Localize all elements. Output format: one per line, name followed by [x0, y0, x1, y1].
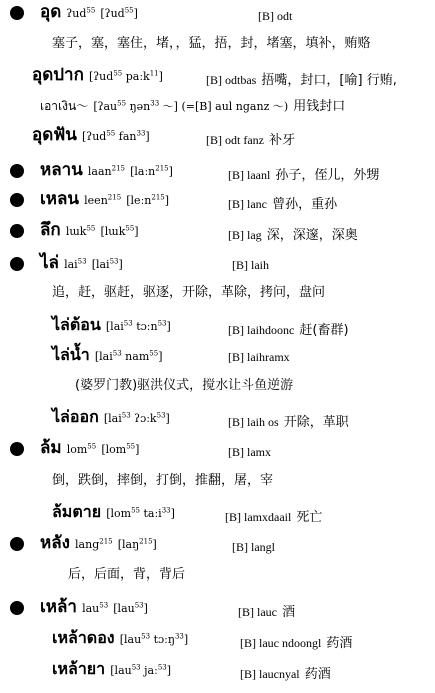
subentry — [52, 317, 171, 333]
headword-thai: อุด — [40, 2, 62, 22]
subentry-tail — [206, 131, 295, 147]
subentry-tail — [228, 321, 349, 337]
ipa: [lai$^{53}$ ʔɔːk$^{53}$] — [103, 411, 170, 425]
headword-entry — [40, 535, 157, 552]
meaning: 用钱封口 — [293, 99, 346, 114]
ipa: [ʔud$^{55}$ paːk$^{11}$] — [88, 69, 163, 83]
meaning: (婆罗门教)驱洪仪式，搅水让斗鱼逆游 — [75, 378, 294, 393]
bouyei-equivalent: [B] lamx — [228, 445, 271, 459]
bouyei-equivalent: [B] laihdoonc — [228, 323, 295, 337]
entry-bullet — [10, 193, 24, 207]
bouyei-equivalent: [B] odtbas — [206, 73, 257, 87]
headword-entry — [40, 162, 173, 179]
subentry-thai: อุดฟัน — [32, 125, 77, 145]
bouyei-equivalent: [B] laucnyal — [240, 667, 300, 681]
bouyei-equivalent: [B] langl — [232, 540, 275, 554]
subentry — [32, 67, 163, 84]
ipa: [lai$^{53}$ nam$^{55}$] — [94, 349, 163, 363]
subentry-tail — [240, 665, 331, 681]
meaning: 酒 — [282, 605, 296, 620]
subentry-tail — [225, 508, 322, 524]
romanization: lau$^{53}$ — [82, 601, 109, 615]
entry-bullet — [10, 224, 24, 238]
subentry-tail — [240, 634, 352, 650]
entry-bullet — [10, 601, 24, 615]
romanization: lɯk$^{55}$ — [65, 224, 96, 238]
headword-entry — [40, 255, 123, 272]
bouyei-equivalent: [B] lauc — [238, 605, 277, 619]
subentry-thai: อุดปาก — [32, 65, 84, 85]
headword-thai: หลัง — [40, 533, 70, 553]
subentry-thai: ไล่ต้อน — [52, 315, 101, 334]
entry-tail — [228, 195, 337, 211]
headword-entry — [40, 4, 138, 21]
ipa: [ʔud$^{55}$] — [100, 6, 138, 20]
subentry-thai: ล้มตาย — [52, 502, 102, 521]
romanization: laan$^{215}$ — [87, 164, 125, 178]
ipa: [lau$^{53}$] — [113, 601, 148, 615]
headword-thai: เหล้า — [40, 597, 77, 617]
ipa: [laŋ$^{215}$] — [117, 537, 157, 551]
example-thai: เอาเงิน～ — [40, 99, 89, 113]
entry-bullet — [10, 537, 24, 551]
subentry-thai: ไล่น้ำ — [52, 345, 90, 364]
meaning: 曾孙，重孙 — [272, 197, 338, 212]
meaning: 捂嘴，封口，[喻] 行贿, — [261, 73, 397, 88]
romanization: lom$^{55}$ — [66, 442, 97, 456]
meaning: 开除，革职 — [283, 415, 349, 430]
bouyei-equivalent: [B] laih os — [228, 415, 279, 429]
romanization: ʔud$^{55}$ — [66, 6, 96, 20]
headword-thai: ล้ม — [40, 438, 62, 458]
bouyei-equivalent: [B] laanl — [228, 168, 271, 182]
bouyei-equivalent: [B] laihramx — [228, 350, 290, 364]
ipa: [lom$^{55}$ taːi$^{33}$] — [106, 506, 175, 520]
subentry — [52, 409, 170, 425]
subentry — [32, 127, 150, 144]
entry-bullet — [10, 6, 24, 20]
subentry — [52, 661, 171, 677]
ipa: [ʔud$^{55}$ fan$^{33}$] — [82, 129, 150, 143]
headword-entry — [40, 440, 139, 457]
ipa: [lai$^{53}$] — [91, 257, 123, 271]
example-phrase — [40, 97, 345, 113]
subentry — [52, 630, 188, 646]
romanization: lang$^{215}$ — [75, 537, 113, 551]
meaning: 赶(畜群) — [299, 323, 349, 338]
meaning: 塞子，塞，塞住，堵，，猛，捂，封，堵塞，填补，贿赂 — [52, 36, 371, 51]
bouyei-equivalent: [B] lamxdaail — [225, 510, 292, 524]
meaning: 深，深邃，深奥 — [266, 228, 358, 243]
headword-entry — [40, 599, 148, 616]
ipa: [lau$^{53}$ jaː$^{53}$] — [110, 663, 172, 677]
romanization: lai$^{53}$ — [64, 257, 87, 271]
meaning: 倒，跌倒，摔倒，打倒，推翻，屠，宰 — [52, 473, 274, 488]
headword-thai: ไล่ — [40, 253, 59, 273]
entry-bullet — [10, 257, 24, 271]
entry-tail — [228, 226, 358, 242]
ipa: [lai$^{53}$ tɔːn$^{53}$] — [105, 319, 171, 333]
entry-tail — [238, 603, 295, 619]
bouyei-equivalent: [B] odt fanz — [206, 133, 264, 147]
ipa: [lom$^{55}$] — [101, 442, 140, 456]
bouyei-equivalent: [B] lag — [228, 228, 262, 242]
bouyei-equivalent: [B] odt — [258, 9, 293, 23]
headword-thai: หลาน — [40, 160, 83, 180]
bouyei-equivalent: [B] lauc ndoongl — [240, 636, 322, 650]
meaning: 追，赶，驱赶，驱逐，开除，革除，拷问，盘问 — [52, 285, 326, 300]
entry-bullet — [10, 442, 24, 456]
subentry-thai: เหล้าดอง — [52, 628, 115, 647]
meaning: 补牙 — [269, 133, 296, 148]
bouyei-equivalent: [B] laih — [232, 258, 269, 272]
headword-thai: ลึก — [40, 220, 61, 240]
entry-bullet — [10, 164, 24, 178]
subentry-tail — [206, 71, 397, 87]
subentry-thai: เหล้ายา — [52, 659, 106, 678]
meaning: 后，后面，背，背后 — [68, 567, 186, 582]
entry-tail — [228, 166, 379, 182]
meaning: 药酒 — [326, 636, 353, 651]
ipa: [lau$^{53}$ tɔːŋ$^{33}$] — [119, 632, 189, 646]
ipa: [ʔau$^{55}$ ŋən$^{33}$ ～] (=[B] aul nganz ～) — [93, 99, 289, 113]
romanization: leen$^{215}$ — [84, 193, 122, 207]
ipa: [laːn$^{215}$] — [130, 164, 173, 178]
meaning: 孙子，侄儿，外甥 — [275, 168, 380, 183]
meaning: 死亡 — [296, 510, 323, 525]
headword-entry — [40, 222, 139, 239]
ipa: [leːn$^{215}$] — [126, 193, 170, 207]
headword-thai: เหลน — [40, 189, 80, 209]
subentry — [52, 504, 175, 520]
subentry-tail — [228, 413, 349, 429]
headword-entry — [40, 191, 169, 208]
subentry-thai: ไล่ออก — [52, 407, 99, 426]
meaning: 药酒 — [304, 667, 331, 682]
ipa: [lɯk$^{55}$] — [100, 224, 139, 238]
bouyei-equivalent: [B] lanc — [228, 197, 267, 211]
subentry — [52, 347, 162, 363]
